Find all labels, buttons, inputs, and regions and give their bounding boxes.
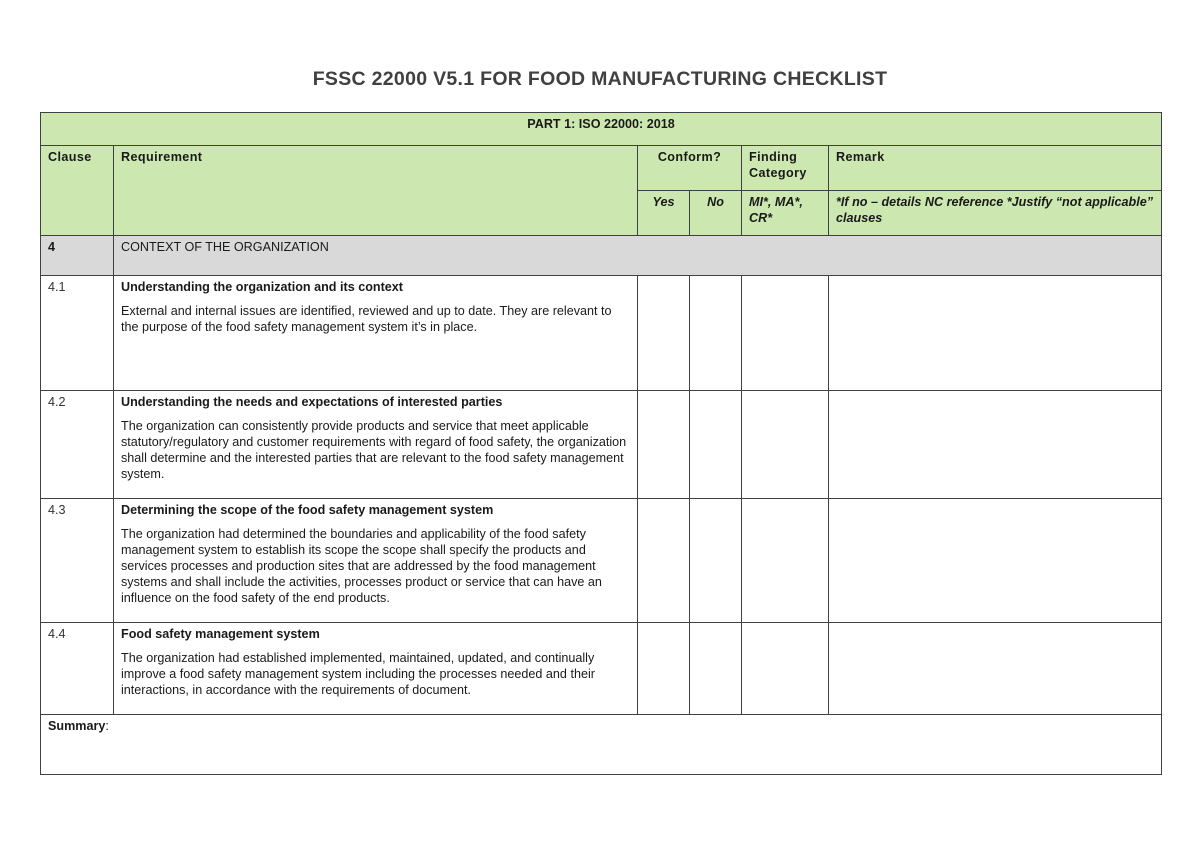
yes-header: Yes — [638, 191, 690, 236]
finding-codes: MI*, MA*, CR* — [742, 191, 829, 236]
conform-yes-cell[interactable] — [638, 391, 690, 499]
requirement-cell — [114, 276, 638, 391]
table-row — [41, 276, 1162, 391]
summary-cell[interactable] — [41, 715, 1162, 775]
conform-header: Conform? — [638, 146, 742, 191]
remark-cell[interactable] — [829, 623, 1162, 715]
section-row — [41, 236, 1162, 276]
remark-cell[interactable] — [829, 499, 1162, 623]
requirement-title: Understanding the needs and expectations of interested parties — [121, 395, 503, 409]
header-row — [41, 146, 1162, 191]
requirement-cell — [114, 391, 638, 499]
requirement-title: Food safety management system — [121, 627, 320, 641]
section-title: CONTEXT OF THE ORGANIZATION — [114, 236, 1162, 276]
part-title-row — [41, 113, 1162, 146]
part-title: PART 1: ISO 22000: 2018 — [41, 113, 1162, 146]
no-header: No — [690, 191, 742, 236]
clause-number: 4.1 — [41, 276, 114, 391]
clause-header: Clause — [41, 146, 114, 236]
clause-number: 4.3 — [41, 499, 114, 623]
conform-yes-cell[interactable] — [638, 276, 690, 391]
conform-yes-cell[interactable] — [638, 623, 690, 715]
summary-row — [41, 715, 1162, 775]
clause-number: 4.2 — [41, 391, 114, 499]
summary-colon: : — [105, 719, 109, 733]
finding-category-cell[interactable] — [742, 391, 829, 499]
requirement-header: Requirement — [114, 146, 638, 236]
requirement-text: External and internal issues are identified, reviewed and up to date. They are relevant to the purpose of the food safety management system it’s in place. — [121, 304, 612, 334]
remark-cell[interactable] — [829, 276, 1162, 391]
summary-label: Summary — [48, 719, 106, 733]
remark-header: Remark — [829, 146, 1162, 191]
conform-yes-cell[interactable] — [638, 499, 690, 623]
table-row — [41, 623, 1162, 715]
table-row — [41, 391, 1162, 499]
clause-number: 4.4 — [41, 623, 114, 715]
conform-no-cell[interactable] — [690, 623, 742, 715]
finding-category-cell[interactable] — [742, 499, 829, 623]
section-number: 4 — [41, 236, 114, 276]
document-title: FSSC 22000 V5.1 FOR FOOD MANUFACTURING CHECKLIST — [312, 68, 888, 90]
finding-category-cell[interactable] — [742, 276, 829, 391]
conform-no-cell[interactable] — [690, 276, 742, 391]
requirement-text: The organization had determined the boundaries and applicability of the food safety management system to establish its scope the scope shall specify the products and services processes and production sites that are addressed by the food management systems and shall include the activities, processes product or service that can have an influence on the food safety of the end products. — [121, 527, 602, 605]
remark-note: *If no – details NC reference *Justify “not applicable” clauses — [829, 191, 1162, 236]
requirement-cell — [114, 623, 638, 715]
requirement-text: The organization can consistently provide products and service that meet applicable statutory/regulatory and customer requirements with regard of food safety, the organization shall determine and the interested parties that are relevant to the food safety management system. — [121, 419, 627, 481]
checklist-table — [40, 112, 1162, 775]
conform-no-cell[interactable] — [690, 499, 742, 623]
requirement-title: Determining the scope of the food safety management system — [121, 503, 494, 517]
remark-cell[interactable] — [829, 391, 1162, 499]
finding-category-header: Finding Category — [742, 146, 829, 191]
conform-no-cell[interactable] — [690, 391, 742, 499]
table-row — [41, 499, 1162, 623]
requirement-title: Understanding the organization and its context — [121, 280, 403, 294]
requirement-cell — [114, 499, 638, 623]
finding-category-cell[interactable] — [742, 623, 829, 715]
requirement-text: The organization had established implemented, maintained, updated, and continually improve a food safety management system including the processes needed and their interactions, in accordance with the requirements of document. — [121, 651, 595, 697]
